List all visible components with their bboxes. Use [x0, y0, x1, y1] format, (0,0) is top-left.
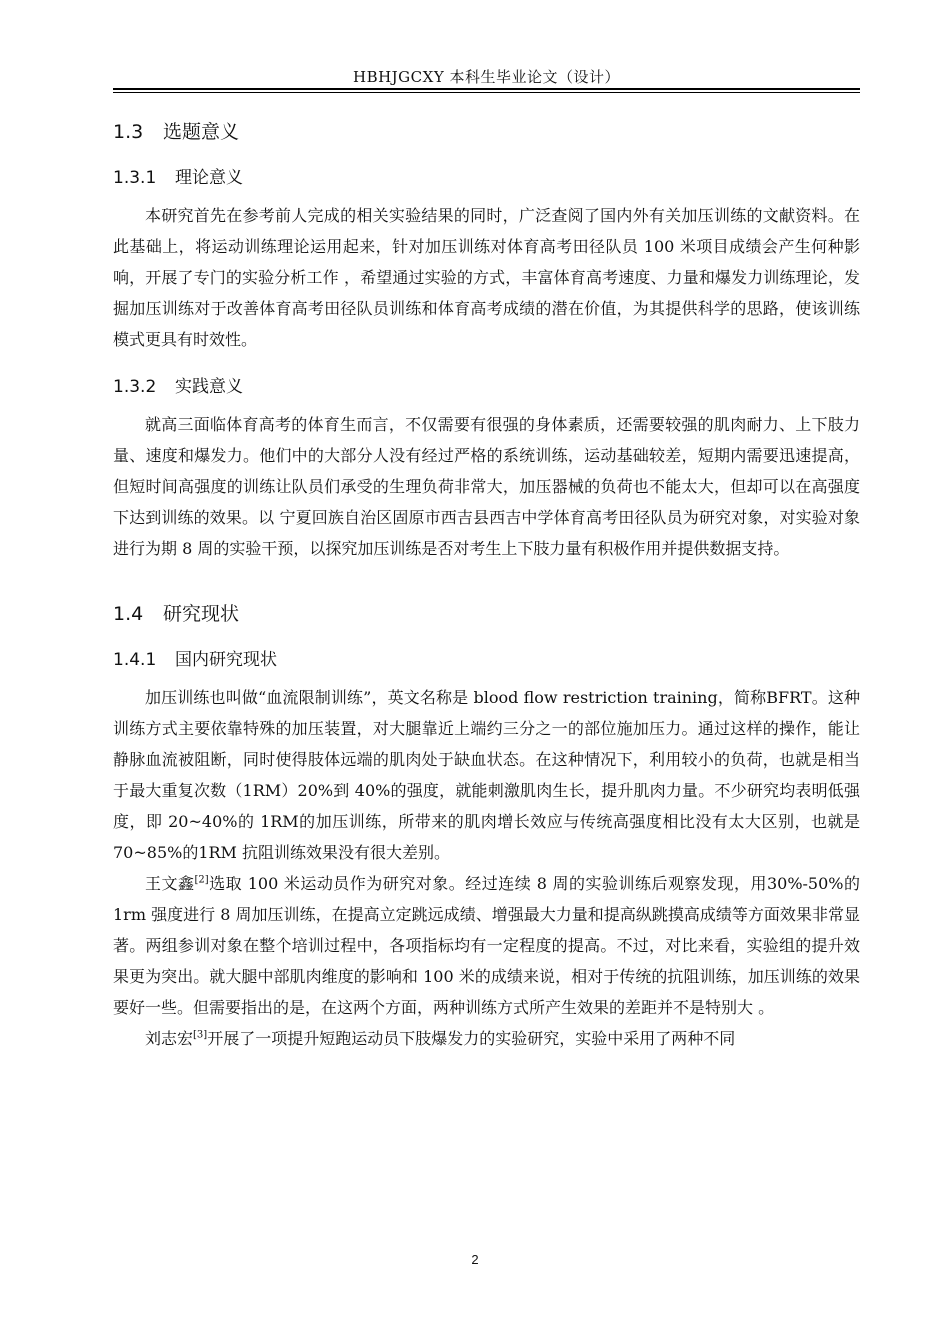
paragraph-theoretical-significance: 本研究首先在参考前人完成的相关实验结果的同时，广泛查阅了国内外有关加压训练的文献资料。在此基础上，将运动训练理论运用起来，针对加压训练对体育高考田径队员 100 米项目成绩会产生何种影响，开展了专门的实验分析工作 ，希望通过实验的方式，丰富体育高考速度、力量和爆发力训练理论，发掘加压训练对于改善体育高考田径队员训练和体育高考成绩的潜在价值，为其提供科学的思路，使该训练模式更具有时效性。 [113, 206, 860, 349]
section-heading-1-3 [113, 118, 860, 146]
subsection-number: 1.4.1 [113, 650, 157, 670]
subsection-heading-1-4-1 [113, 646, 860, 674]
subsection-number: 1.3.2 [113, 377, 157, 397]
subsection-title: 实践意义 [175, 377, 243, 397]
subsection-number: 1.3.1 [113, 168, 157, 188]
section-title: 选题意义 [163, 121, 240, 143]
paragraph-text: 开展了一项提升短跑运动员下肢爆发力的实验研究，实验中采用了两种不同 [207, 1029, 736, 1048]
subsection-title: 国内研究现状 [175, 650, 277, 670]
page-number: 2 [471, 1252, 479, 1267]
author-name: 刘志宏 [145, 1029, 194, 1048]
header-rule-thin [113, 92, 860, 93]
citation-ref: [2] [194, 874, 209, 886]
section-number: 1.3 [113, 121, 144, 143]
paragraph-wang-wenxin [113, 868, 860, 1023]
section-title: 研究现状 [163, 603, 240, 625]
section-heading-1-4 [113, 600, 860, 628]
subsection-heading-1-3-1 [113, 164, 860, 192]
header-rule [113, 88, 860, 90]
citation-ref: [3] [193, 1029, 208, 1041]
paragraph-practical-significance: 就高三面临体育高考的体育生而言，不仅需要有很强的身体素质，还需要较强的肌肉耐力、上下肢力量、速度和爆发力。他们中的大部分人没有经过严格的系统训练，运动基础较差，短期内需要迅速提高，但短时间高强度的训练让队员们承受的生理负荷非常大，加压器械的负荷也不能太大，但却可以在高强度下达到训练的效果。以 宁夏回族自治区固原市西吉县西吉中学体育高考田径队员为研究对象，对实验对象进行为期 8 周的实验干预，以探究加压训练是否对考生上下肢力量有积极作用并提供数据支持。 [113, 415, 860, 558]
paragraph-liu-zhihong [113, 1023, 860, 1054]
author-name: 王文鑫 [145, 874, 195, 893]
subsection-heading-1-3-2 [113, 373, 860, 401]
running-header: HBHJGCXY 本科生毕业论文（设计） [352, 68, 620, 86]
body-content [113, 112, 860, 1054]
section-number: 1.4 [113, 603, 144, 625]
subsection-title: 理论意义 [175, 168, 243, 188]
paragraph-bfrt-definition: 加压训练也叫做“血流限制训练”，英文名称是 blood flow restriction training，简称BFRT。这种训练方式主要依靠特殊的加压装置，对大腿靠近上端约三分之一的部位施加压力。通过这样的操作，能让静脉血流被阻断，同时使得肢体远端的肌肉处于缺血状态。在这种情况下，利用较小的负荷，也就是相当于最大重复次数（1RM）20%到 40%的强度，就能刺激肌肉生长，提升肌肉力量。不少研究均表明低强度，即 20~40%的 1RM的加压训练，所带来的肌肉增长效应与传统高强度相比没有太大区别，也就是 70~85%的1RM 抗阻训练效果没有很大差别。 [113, 688, 860, 862]
paragraph-text: 选取 100 米运动员作为研究对象。经过连续 8 周的实验训练后观察发现，用30%-50%的 1rm 强度进行 8 周加压训练，在提高立定跳远成绩、增强最大力量和提高纵跳摸高成绩等方面效果非常显著。两组参训对象在整个培训过程中，各项指标均有一定程度的提高。不过，对比来看，实验组的提升效果更为突出。就大腿中部肌肉维度的影响和 100 米的成绩来说，相对于传统的抗阻训练，加压训练的效果要好一些。但需要指出的是，在这两个方面，两种训练方式所产生效果的差距并不是特别大 。 [113, 874, 860, 1017]
